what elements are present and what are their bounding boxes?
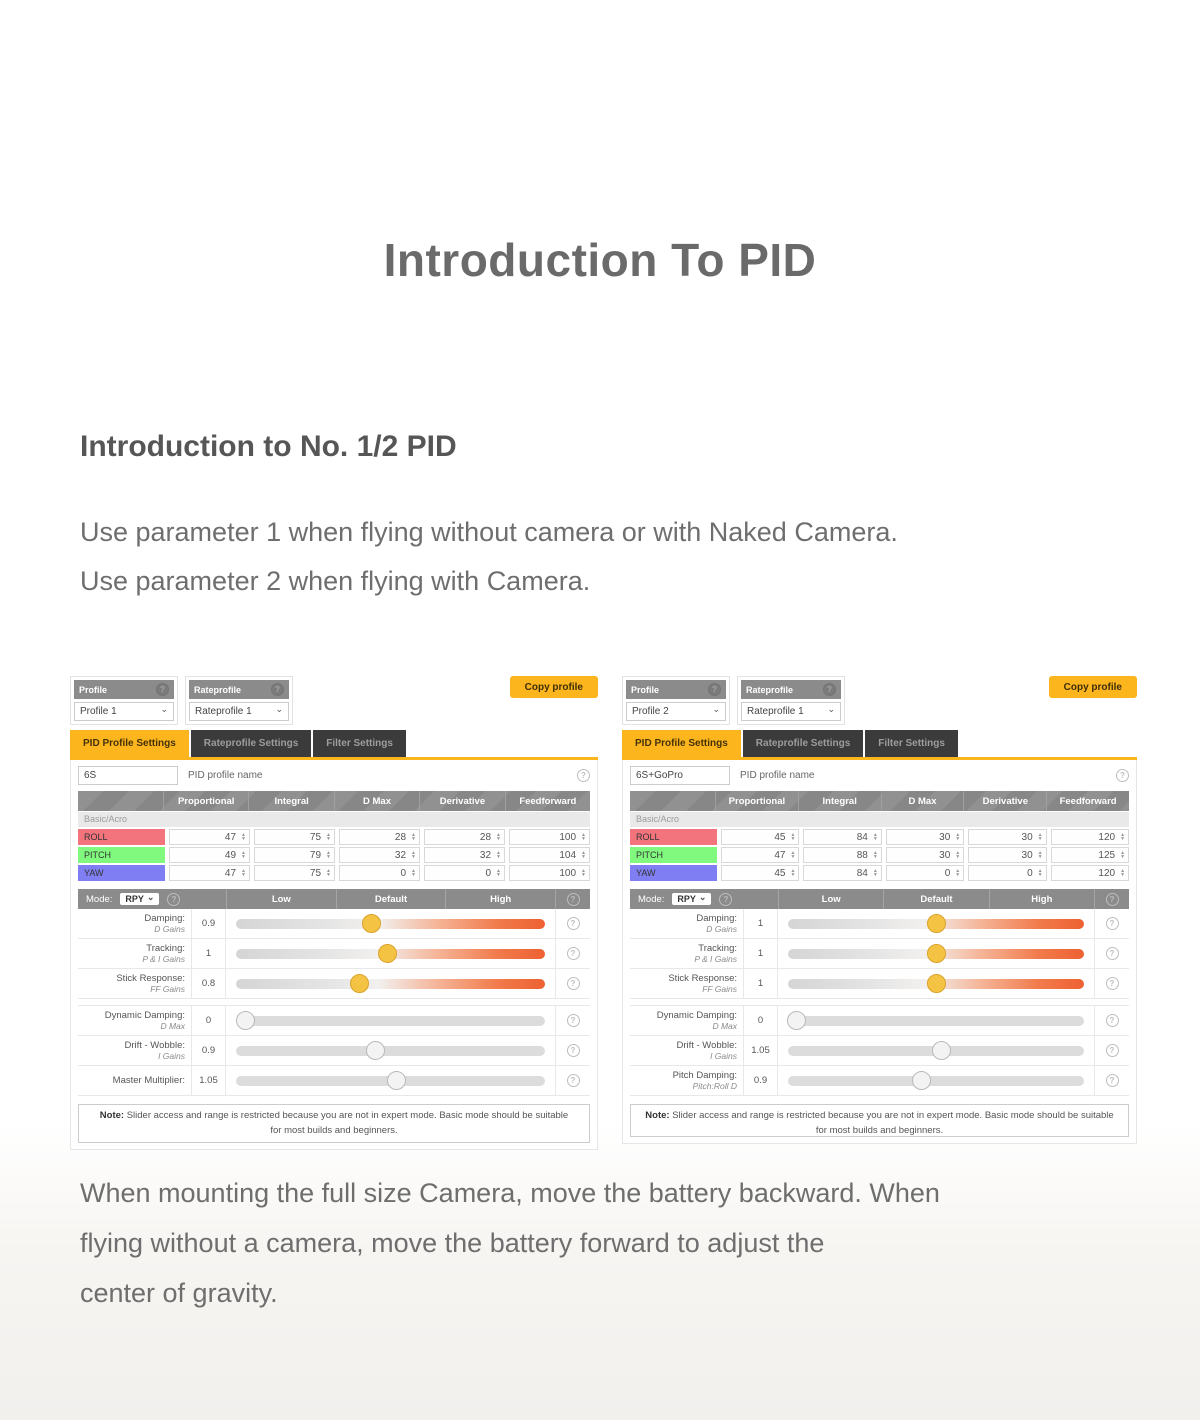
slider-value: 0.8 [191, 969, 226, 998]
slider-mode-header [630, 889, 1129, 909]
pid-value-input[interactable]: 32 ▲ ▼ [424, 847, 505, 863]
rateprofile-selector [737, 676, 845, 725]
help-icon[interactable] [1106, 917, 1119, 930]
stepper-arrows-icon[interactable] [496, 833, 501, 841]
help-icon[interactable] [719, 893, 732, 906]
help-icon[interactable] [567, 893, 580, 906]
slider-scale-label: Low [226, 889, 336, 909]
mode-label: Mode: [86, 893, 113, 905]
stepper-arrows-icon[interactable] [326, 833, 331, 841]
stepper-arrows-icon[interactable] [581, 869, 586, 877]
stepper-arrows-icon[interactable] [326, 851, 331, 859]
settings-tabs [622, 730, 1137, 760]
advanced-sliders-section [630, 1005, 1129, 1096]
stepper-arrows-icon[interactable] [1038, 869, 1043, 877]
slider-track[interactable] [788, 1011, 1084, 1030]
help-icon[interactable] [1106, 1014, 1119, 1027]
profile-label: Profile [79, 684, 108, 695]
column-header: Integral [248, 791, 333, 811]
help-icon[interactable] [1116, 769, 1129, 782]
betaflight-pid-panel-profile1 [70, 676, 598, 1150]
pid-value-input[interactable]: 47 ▲ ▼ [169, 829, 250, 845]
pid-value-input[interactable]: 84 ▲ ▼ [803, 865, 881, 881]
settings-tabs [70, 730, 598, 760]
slider-value: 0 [743, 1006, 778, 1035]
stepper-arrows-icon[interactable] [1120, 833, 1125, 841]
stepper-arrows-icon[interactable] [411, 869, 416, 877]
pid-settings-content [622, 760, 1137, 1144]
slider-knob[interactable] [787, 1011, 806, 1030]
profile-selector [70, 676, 178, 725]
slider-scale-label: Default [336, 889, 446, 909]
slider-row-tracking: Tracking: P & I Gains 1 ? [630, 939, 1129, 969]
table-row-yaw [630, 865, 1129, 881]
group-label: Basic/Acro [630, 812, 1129, 827]
section-heading: Introduction to No. 1/2 PID [80, 430, 457, 463]
slider-row-dynamic-damping: Dynamic Damping: D Max 0 ? [78, 1006, 590, 1036]
stepper-arrows-icon[interactable] [411, 833, 416, 841]
pid-value-input[interactable]: 75 ▲ ▼ [254, 829, 335, 845]
pid-table-header [78, 791, 590, 811]
tab-filter-settings[interactable]: Filter Settings [313, 730, 406, 757]
pid-table-header [630, 791, 1129, 811]
copy-profile-button[interactable]: Copy profile [1049, 676, 1137, 698]
help-icon[interactable] [567, 1044, 580, 1057]
pid-value-input[interactable]: 120 ▲ ▼ [1051, 865, 1129, 881]
stepper-arrows-icon[interactable] [873, 869, 878, 877]
slider-value: 1.05 [743, 1036, 778, 1065]
axis-label: PITCH [78, 847, 165, 863]
help-icon[interactable] [1106, 893, 1119, 906]
copy-profile-button[interactable]: Copy profile [510, 676, 598, 698]
chevron-down-icon [827, 707, 835, 716]
slider-row-drift-wobble: Drift - Wobble: I Gains 0.9 ? [78, 1036, 590, 1066]
stepper-arrows-icon[interactable] [581, 833, 586, 841]
advanced-sliders-section [78, 1005, 590, 1096]
tab-filter-settings[interactable]: Filter Settings [865, 730, 958, 757]
profile-label: Profile [631, 684, 660, 695]
slider-row-tracking: Tracking: P & I Gains 1 ? [78, 939, 590, 969]
help-icon[interactable] [567, 1074, 580, 1087]
slider-track[interactable] [236, 944, 545, 963]
table-row-pitch [78, 847, 590, 863]
rateprofile-dropdown[interactable]: Rateprofile 1 ⌄ [741, 702, 841, 721]
help-icon[interactable] [708, 683, 721, 696]
slider-track[interactable] [788, 914, 1084, 933]
help-icon[interactable] [567, 917, 580, 930]
profile-dropdown[interactable]: Profile 2 ⌄ [626, 702, 726, 721]
betaflight-pid-panel-profile2 [622, 676, 1137, 1144]
stepper-arrows-icon[interactable] [873, 833, 878, 841]
axis-label: YAW [630, 865, 717, 881]
page-title: Introduction To PID [383, 234, 817, 286]
slider-track[interactable] [788, 944, 1084, 963]
rateprofile-label: Rateprofile [746, 684, 794, 695]
pid-value-input[interactable]: 49 ▲ ▼ [169, 847, 250, 863]
pid-value-input[interactable]: 104 ▲ ▼ [509, 847, 590, 863]
axis-label: PITCH [630, 847, 717, 863]
slider-row-pitch-damping: Pitch Damping: Pitch:Roll D 0.9 ? [630, 1066, 1129, 1096]
slider-knob[interactable] [932, 1041, 951, 1060]
slider-value: 1.05 [191, 1066, 226, 1095]
profile-name-row [630, 765, 1129, 785]
axis-label: ROLL [78, 829, 165, 845]
table-row-yaw [78, 865, 590, 881]
mode-dropdown[interactable]: RPY ⌄ [672, 893, 711, 905]
pid-value-input[interactable]: 47 ▲ ▼ [721, 847, 799, 863]
slider-row-stick-response: Stick Response: FF Gains 1 ? [630, 969, 1129, 999]
column-header: Derivative [419, 791, 504, 811]
slider-value: 1 [743, 969, 778, 998]
slider-value: 0.9 [191, 909, 226, 938]
axis-label: ROLL [630, 829, 717, 845]
pid-value-input[interactable]: 45 ▲ ▼ [721, 865, 799, 881]
slider-knob[interactable] [362, 914, 381, 933]
pid-profile-name-label: PID profile name [188, 769, 263, 781]
column-header: Derivative [963, 791, 1046, 811]
slider-track[interactable] [236, 914, 545, 933]
slider-track[interactable] [236, 974, 545, 993]
slider-knob[interactable] [350, 974, 369, 993]
pid-value-input[interactable]: 30 ▲ ▼ [968, 847, 1046, 863]
pid-value-input[interactable]: 100 ▲ ▼ [509, 829, 590, 845]
column-header: Feedforward [505, 791, 590, 811]
stepper-arrows-icon[interactable] [241, 851, 246, 859]
help-icon[interactable] [1106, 947, 1119, 960]
slider-track[interactable] [236, 1011, 545, 1030]
pid-value-input[interactable]: 79 ▲ ▼ [254, 847, 335, 863]
slider-track[interactable] [788, 1041, 1084, 1060]
pid-value-input[interactable]: 28 ▲ ▼ [424, 829, 505, 845]
profile-name-row [78, 765, 590, 785]
table-row-roll [630, 829, 1129, 845]
pid-value-input[interactable]: 88 ▲ ▼ [803, 847, 881, 863]
stepper-arrows-icon[interactable] [955, 869, 960, 877]
rateprofile-dropdown[interactable]: Rateprofile 1 ⌄ [189, 702, 289, 721]
slider-mode-header [78, 889, 590, 909]
rateprofile-selector [185, 676, 293, 725]
stepper-arrows-icon[interactable] [1038, 833, 1043, 841]
slider-knob[interactable] [927, 944, 946, 963]
pid-value-input[interactable]: 30 ▲ ▼ [968, 829, 1046, 845]
table-row-pitch [630, 847, 1129, 863]
slider-value: 1 [191, 939, 226, 968]
stepper-arrows-icon[interactable] [790, 833, 795, 841]
help-icon[interactable] [167, 893, 180, 906]
profile-bar [622, 676, 1137, 720]
column-header: D Max [881, 791, 964, 811]
pid-value-input[interactable]: 0 ▲ ▼ [339, 865, 420, 881]
stepper-arrows-icon[interactable] [241, 833, 246, 841]
intro-line: Use parameter 2 when flying with Camera. [80, 566, 591, 596]
pid-profile-name-input[interactable] [78, 766, 178, 785]
slider-row-dynamic-damping: Dynamic Damping: D Max 0 ? [630, 1006, 1129, 1036]
footer-line: center of gravity. [80, 1278, 278, 1308]
stepper-arrows-icon[interactable] [411, 851, 416, 859]
footer-paragraph [80, 1168, 940, 1318]
column-header: Feedforward [1046, 791, 1129, 811]
stepper-arrows-icon[interactable] [955, 851, 960, 859]
help-icon[interactable] [567, 1014, 580, 1027]
chevron-down-icon [160, 707, 168, 716]
slider-row-stick-response: Stick Response: FF Gains 0.8 ? [78, 969, 590, 999]
slider-knob[interactable] [927, 914, 946, 933]
slider-row-drift-wobble: Drift - Wobble: I Gains 1.05 ? [630, 1036, 1129, 1066]
pid-value-input[interactable]: 45 ▲ ▼ [721, 829, 799, 845]
pid-profile-name-label: PID profile name [740, 769, 815, 781]
pid-value-input[interactable]: 0 ▲ ▼ [886, 865, 964, 881]
pid-value-input[interactable]: 30 ▲ ▼ [886, 829, 964, 845]
slider-row-damping: Damping: D Gains 1 ? [630, 909, 1129, 939]
profile-selector [622, 676, 730, 725]
tab-rateprofile-settings[interactable]: Rateprofile Settings [191, 730, 311, 757]
column-header: Integral [798, 791, 881, 811]
profile-dropdown[interactable]: Profile 1 ⌄ [74, 702, 174, 721]
stepper-arrows-icon[interactable] [873, 851, 878, 859]
stepper-arrows-icon[interactable] [790, 869, 795, 877]
help-icon[interactable] [823, 683, 836, 696]
column-header: Proportional [163, 791, 248, 811]
table-row-roll [78, 829, 590, 845]
slider-value: 0.9 [743, 1066, 778, 1095]
column-header: Proportional [715, 791, 798, 811]
stepper-arrows-icon[interactable] [1120, 851, 1125, 859]
stepper-arrows-icon[interactable] [790, 851, 795, 859]
slider-knob[interactable] [927, 974, 946, 993]
stepper-arrows-icon[interactable] [496, 869, 501, 877]
slider-scale-label: Low [778, 889, 883, 909]
pid-value-input[interactable]: 32 ▲ ▼ [339, 847, 420, 863]
tab-pid-profile-settings[interactable]: PID Profile Settings [70, 730, 189, 757]
slider-scale-label: High [989, 889, 1094, 909]
stepper-arrows-icon[interactable] [1120, 869, 1125, 877]
stepper-arrows-icon[interactable] [1038, 851, 1043, 859]
slider-track[interactable] [788, 974, 1084, 993]
help-icon[interactable] [567, 947, 580, 960]
mode-dropdown[interactable]: RPY ⌄ [120, 893, 159, 905]
pid-settings-content [70, 760, 598, 1150]
stepper-arrows-icon[interactable] [955, 833, 960, 841]
pid-value-input[interactable]: 100 ▲ ▼ [509, 865, 590, 881]
column-header: D Max [334, 791, 419, 811]
intro-line: Use parameter 1 when flying without camera or with Naked Camera. [80, 517, 898, 547]
slider-track[interactable] [236, 1071, 545, 1090]
help-icon[interactable] [1106, 1074, 1119, 1087]
slider-knob[interactable] [366, 1041, 385, 1060]
pid-value-input[interactable]: 84 ▲ ▼ [803, 829, 881, 845]
chevron-down-icon [699, 895, 707, 904]
restriction-note: Note: Slider access and range is restricted because you are not in expert mode. Basic mode should be suitable for most builds and beginners. [78, 1104, 590, 1143]
help-icon[interactable] [156, 683, 169, 696]
chevron-down-icon [712, 707, 720, 716]
slider-scale-label: Default [883, 889, 988, 909]
stepper-arrows-icon[interactable] [241, 869, 246, 877]
slider-knob[interactable] [378, 944, 397, 963]
rateprofile-label: Rateprofile [194, 684, 242, 695]
slider-value: 0 [191, 1006, 226, 1035]
chevron-down-icon [275, 707, 283, 716]
slider-value: 0.9 [191, 1036, 226, 1065]
footer-line: flying without a camera, move the battery forward to adjust the [80, 1228, 825, 1258]
slider-knob[interactable] [912, 1071, 931, 1090]
axis-label: YAW [78, 865, 165, 881]
pid-value-input[interactable]: 75 ▲ ▼ [254, 865, 335, 881]
footer-line: When mounting the full size Camera, move the battery backward. When [80, 1178, 940, 1208]
slider-track[interactable] [236, 1041, 545, 1060]
help-icon[interactable] [577, 769, 590, 782]
help-icon[interactable] [271, 683, 284, 696]
profile-bar [70, 676, 598, 720]
chevron-down-icon [147, 895, 155, 904]
pid-value-input[interactable]: 47 ▲ ▼ [169, 865, 250, 881]
stepper-arrows-icon[interactable] [326, 869, 331, 877]
intro-paragraph [80, 508, 898, 606]
group-label: Basic/Acro [78, 812, 590, 827]
slider-value: 1 [743, 939, 778, 968]
tab-pid-profile-settings[interactable]: PID Profile Settings [622, 730, 741, 757]
pid-value-input[interactable]: 0 ▲ ▼ [424, 865, 505, 881]
pid-value-input[interactable]: 30 ▲ ▼ [886, 847, 964, 863]
pid-value-input[interactable]: 0 ▲ ▼ [968, 865, 1046, 881]
slider-knob[interactable] [236, 1011, 255, 1030]
pid-value-input[interactable]: 120 ▲ ▼ [1051, 829, 1129, 845]
slider-scale-label: High [445, 889, 555, 909]
slider-value: 1 [743, 909, 778, 938]
stepper-arrows-icon[interactable] [581, 851, 586, 859]
pid-value-input[interactable]: 28 ▲ ▼ [339, 829, 420, 845]
restriction-note: Note: Slider access and range is restricted because you are not in expert mode. Basic mode should be suitable for most builds and beginners. [630, 1104, 1129, 1137]
slider-track[interactable] [788, 1071, 1084, 1090]
slider-knob[interactable] [387, 1071, 406, 1090]
slider-row-damping: Damping: D Gains 0.9 ? [78, 909, 590, 939]
mode-label: Mode: [638, 893, 665, 905]
pid-value-input[interactable]: 125 ▲ ▼ [1051, 847, 1129, 863]
stepper-arrows-icon[interactable] [496, 851, 501, 859]
help-icon[interactable] [1106, 977, 1119, 990]
help-icon[interactable] [567, 977, 580, 990]
tab-rateprofile-settings[interactable]: Rateprofile Settings [743, 730, 863, 757]
help-icon[interactable] [1106, 1044, 1119, 1057]
pid-profile-name-input[interactable] [630, 766, 730, 785]
slider-row-master-multiplier: Master Multiplier: 1.05 ? [78, 1066, 590, 1096]
